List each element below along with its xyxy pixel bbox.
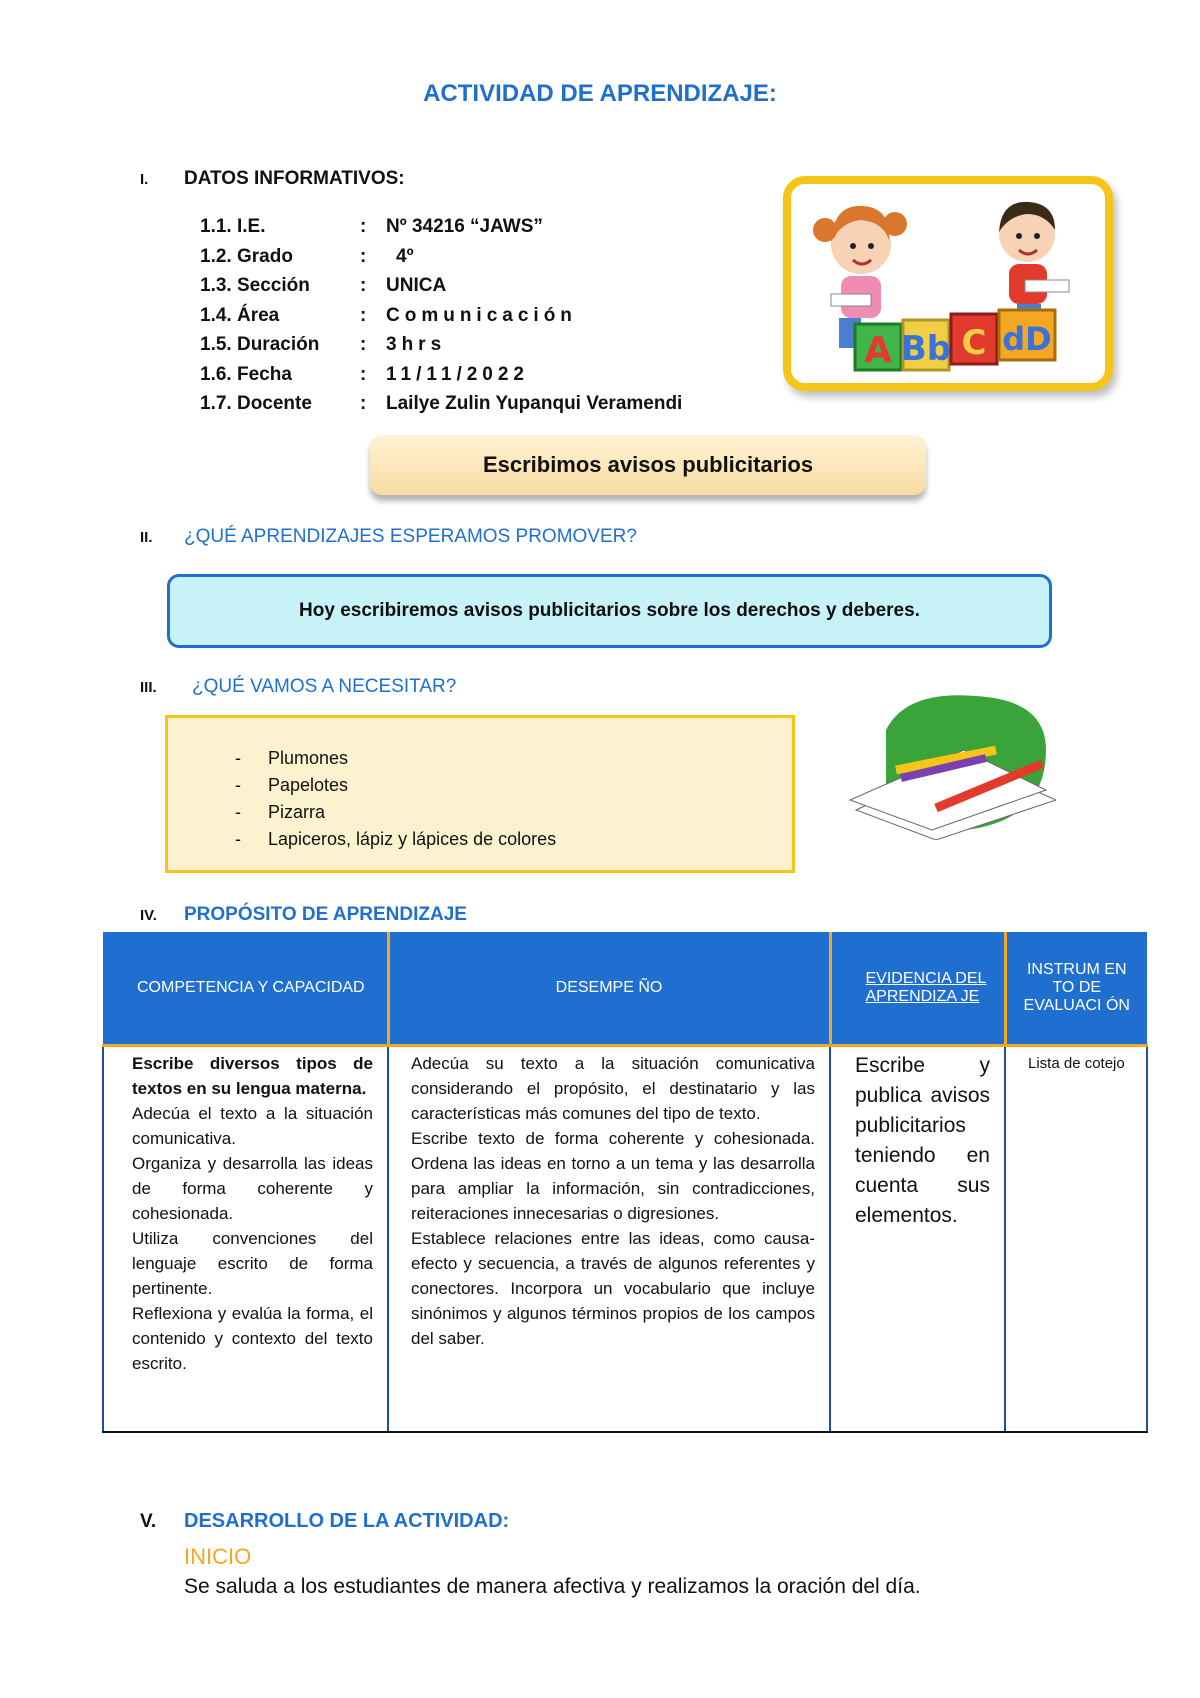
document-title: ACTIVIDAD DE APRENDIZAJE: bbox=[423, 80, 777, 107]
datos-row-grado: 1.2. Grado : 4º bbox=[200, 245, 414, 267]
capacidad-text: Reflexiona y evalúa la forma, el contenido y contexto del texto escrito. bbox=[132, 1304, 373, 1373]
section-aprendizajes-heading: II. ¿QUÉ APRENDIZAJES ESPERAMOS PROMOVER? bbox=[140, 526, 637, 547]
datos-row-ie: 1.1. I.E. : Nº 34216 “JAWS” bbox=[200, 216, 543, 237]
svg-text:Bb: Bb bbox=[900, 329, 952, 369]
kids-reading-illustration bbox=[783, 176, 1113, 391]
competencia-text: Escribe diversos tipos de textos en su lengua materna. bbox=[132, 1054, 373, 1098]
instrumento-cell: Lista de cotejo bbox=[1005, 1046, 1147, 1433]
header-instrumento: INSTRUM EN TO DE EVALUACI ÓN bbox=[1005, 932, 1147, 1046]
section-necesitar-heading: III. ¿QUÉ VAMOS A NECESITAR? bbox=[140, 676, 457, 697]
header-competencia: COMPETENCIA Y CAPACIDAD bbox=[103, 932, 388, 1046]
competencia-cell bbox=[103, 1046, 388, 1433]
section-datos-heading: I. DATOS INFORMATIVOS: bbox=[140, 168, 405, 189]
inicio-text: Se saluda a los estudiantes de manera afectiva y realizamos la oración del día. bbox=[184, 1575, 921, 1598]
pencils-paper-image bbox=[846, 690, 1056, 840]
header-desempeno: DESEMPE ÑO bbox=[388, 932, 830, 1046]
svg-text:A: A bbox=[864, 330, 892, 371]
section-desarrollo-heading: V. DESARROLLO DE LA ACTIVIDAD: bbox=[140, 1510, 510, 1532]
material-item: - Papelotes bbox=[268, 772, 792, 799]
capacidad-text: Organiza y desarrolla las ideas de forma coherente y cohesionada. bbox=[132, 1154, 373, 1223]
section-proposito-heading: IV. PROPÓSITO DE APRENDIZAJE bbox=[140, 904, 467, 925]
kids-abc-blocks-image bbox=[791, 184, 1105, 383]
datos-informativos-list bbox=[200, 212, 682, 419]
material-item: - Pizarra bbox=[268, 799, 792, 826]
table-header-row bbox=[103, 932, 1147, 1046]
datos-row-area: 1.4. Área : Comunicación bbox=[200, 304, 577, 326]
purpose-table bbox=[102, 932, 1148, 1433]
material-item: - Lapiceros, lápiz y lápices de colores bbox=[268, 826, 792, 853]
svg-text:dD: dD bbox=[1002, 320, 1052, 358]
datos-row-duracion: 1.5. Duración : 3hrs bbox=[200, 334, 447, 355]
desempeno-text: Adecúa su texto a la situación comunicativa considerando el propósito, el destinatario y las características más comunes del tipo de texto. bbox=[411, 1054, 815, 1123]
desempeno-text: Escribe texto de forma coherente y cohesionada. Ordena las ideas en torno a un tema y las desarrolla para ampliar la información, sin contradicciones, reiteraciones innecesarias o digresiones. bbox=[411, 1129, 815, 1223]
datos-row-seccion: 1.3. Sección : UNICA bbox=[200, 275, 447, 296]
datos-row-docente: 1.7. Docente : Lailye Zulin Yupanqui Veramendi bbox=[200, 393, 683, 414]
datos-row-fecha: 1.6. Fecha : 11/11/2022 bbox=[200, 363, 529, 385]
material-item: - Plumones bbox=[268, 745, 792, 772]
materials-box bbox=[165, 715, 795, 873]
desempeno-text: Establece relaciones entre las ideas, como causa-efecto y secuencia, a través de algunos referentes y conectores. Incorpora un vocabulario que incluye sinónimos y algunos términos propios de los campos del saber. bbox=[411, 1229, 815, 1348]
table-row bbox=[103, 1046, 1147, 1433]
capacidad-text: Adecúa el texto a la situación comunicativa. bbox=[132, 1104, 373, 1148]
evidencia-cell: Escribe y publica avisos publicitarios teniendo en cuenta sus elementos. bbox=[830, 1046, 1005, 1433]
pencils-paper-illustration bbox=[846, 690, 1056, 840]
capacidad-text: Utiliza convenciones del lenguaje escrito de forma pertinente. bbox=[132, 1229, 373, 1298]
desempeno-cell bbox=[388, 1046, 830, 1433]
header-evidencia: EVIDENCIA DEL APRENDIZA JE bbox=[830, 932, 1005, 1046]
svg-text:C: C bbox=[961, 323, 987, 363]
learning-goal-box: Hoy escribiremos avisos publicitarios sobre los derechos y deberes. bbox=[167, 574, 1052, 648]
activity-title-box: Escribimos avisos publicitarios bbox=[370, 435, 926, 495]
inicio-subtitle: INICIO bbox=[184, 1544, 252, 1569]
